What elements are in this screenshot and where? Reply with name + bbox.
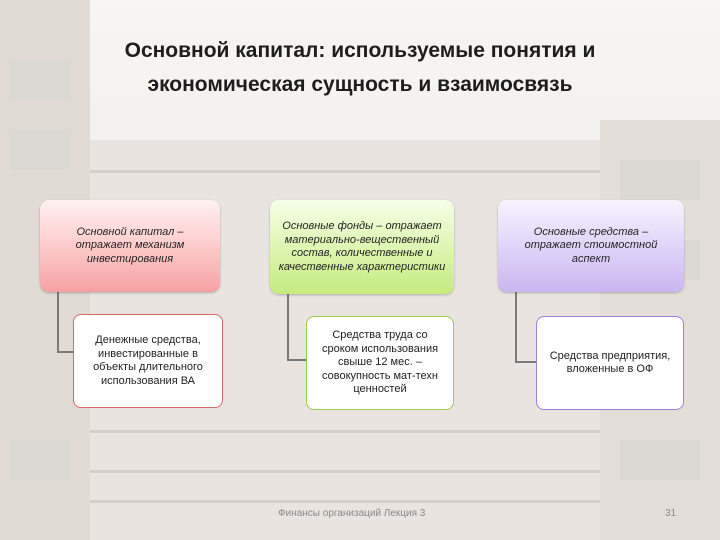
concept-box-fixed-assets: [498, 200, 684, 292]
concept-box-fixed-capital: [40, 200, 220, 292]
connector-col2-h: [287, 359, 306, 361]
connector-col2: [287, 294, 289, 360]
footer-course: Финансы организаций Лекция 3: [278, 508, 426, 519]
concept-label: Основной капитал – отражает механизм инвестирования: [75, 225, 185, 265]
slide-title: [60, 34, 660, 102]
connector-col1: [57, 292, 59, 352]
connector-col3-h: [515, 361, 536, 363]
definition-label: Средства труда со сроком использования свыше 12 мес. – совокупность мат-техн ценностей: [321, 329, 439, 396]
connector-col3: [515, 292, 517, 362]
definition-label: Денежные средства, инвестированные в объекты длительного использования ВА: [93, 334, 203, 387]
title-line-2: экономическая сущность и взаимосвязь: [147, 73, 573, 96]
definition-box-fixed-funds: [306, 316, 454, 410]
definition-box-fixed-capital: [73, 314, 223, 408]
concept-box-fixed-funds: [270, 200, 454, 294]
connector-col1-h: [57, 351, 73, 353]
footer-page-number: 31: [665, 508, 677, 519]
title-line-1: Основной капитал: используемые понятия и: [124, 39, 596, 62]
definition-box-fixed-assets: [536, 316, 684, 410]
concept-label: Основные фонды – отражает материально-вещественный состав, количественные и качественные характеристики: [278, 220, 446, 273]
concept-label: Основные средства – отражает стоимостной аспект: [524, 225, 658, 265]
definition-label: Средства предприятия, вложенные в ОФ: [549, 349, 671, 375]
